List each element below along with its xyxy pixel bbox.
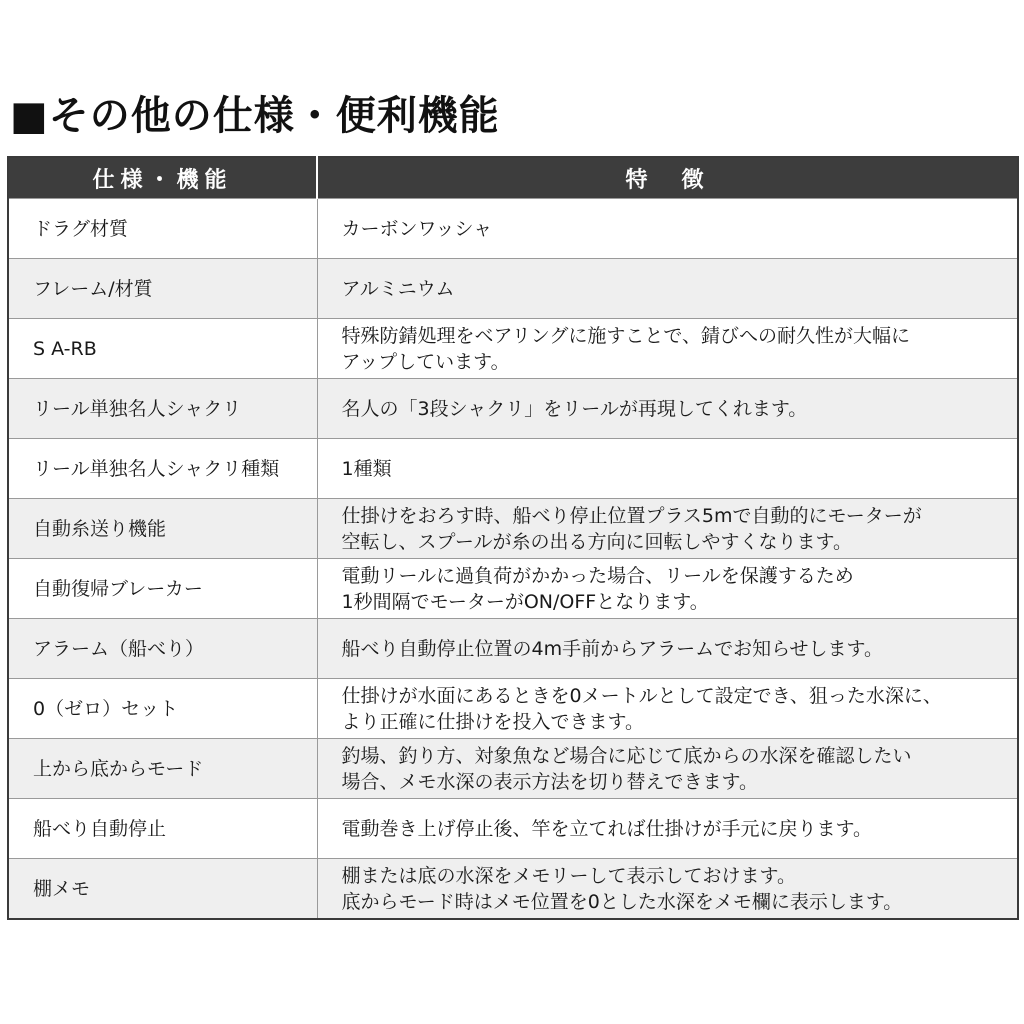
description-line: アルミニウム [341,277,455,300]
feature-cell: 船べり自動停止 [8,799,317,859]
description-line: カーボンワッシャ [341,217,493,240]
description-line: 底からモード時はメモ位置を0とした水深をメモ欄に表示します。 [341,890,903,913]
description-cell [317,379,1018,439]
feature-cell: ドラグ材質 [8,199,317,259]
table-header-row [8,157,1018,199]
description-cell [317,259,1018,319]
table-row [8,859,1018,920]
description-line: 釣場、釣り方、対象魚など場合に応じて底からの水深を確認したい [341,744,912,767]
description-line: 仕掛けをおろす時、船べり停止位置プラス5mで自動的にモーターが [341,504,922,527]
table-row [8,739,1018,799]
feature-cell: 自動糸送り機能 [8,499,317,559]
description-cell [317,319,1018,379]
feature-cell: 自動復帰ブレーカー [8,559,317,619]
feature-cell: 0（ゼロ）セット [8,679,317,739]
spec-table [7,156,1019,920]
page-title: ■その他の仕様・便利機能 [10,93,500,139]
header-description: 特 徴 [317,157,1018,199]
description-line: 場合、メモ水深の表示方法を切り替えできます。 [341,770,758,793]
description-line: 特殊防錆処理をベアリングに施すことで、錆びへの耐久性が大幅に [341,324,910,347]
feature-cell: リール単独名人シャクリ [8,379,317,439]
table-row [8,319,1018,379]
description-line: 1秒間隔でモーターがON/OFFとなります。 [341,590,709,613]
table-row [8,679,1018,739]
description-cell [317,199,1018,259]
description-line: 船べり自動停止位置の4m手前からアラームでお知らせします。 [341,637,884,660]
description-line: 1種類 [341,457,392,480]
table-row [8,379,1018,439]
description-cell [317,799,1018,859]
table-row [8,799,1018,859]
description-line: 電動リールに過負荷がかかった場合、リールを保護するため [341,564,854,587]
table-row [8,619,1018,679]
table-row [8,259,1018,319]
feature-cell: リール単独名人シャクリ種類 [8,439,317,499]
description-line: 空転し、スプールが糸の出る方向に回転しやすくなります。 [341,530,853,553]
feature-cell: 棚メモ [8,859,317,920]
description-line: より正確に仕掛けを投入できます。 [341,710,644,733]
feature-cell: フレーム/材質 [8,259,317,319]
header-feature: 仕様・機能 [8,157,317,199]
description-line: 電動巻き上げ停止後、竿を立てれば仕掛けが手元に戻ります。 [341,817,872,840]
description-line: アップしています。 [341,350,510,373]
table-row [8,199,1018,259]
description-line: 仕掛けが水面にあるときを0メートルとして設定でき、狙った水深に、 [341,684,942,707]
description-cell [317,559,1018,619]
description-cell [317,739,1018,799]
table-row [8,499,1018,559]
feature-cell: S A-RB [8,319,317,379]
table-row [8,559,1018,619]
feature-cell: アラーム（船べり） [8,619,317,679]
description-cell [317,439,1018,499]
description-cell [317,619,1018,679]
table-body [8,199,1018,920]
description-cell [317,499,1018,559]
description-line: 名人の「3段シャクリ」をリールが再現してくれます。 [341,397,808,420]
feature-cell: 上から底からモード [8,739,317,799]
description-cell [317,859,1018,920]
table-row [8,439,1018,499]
description-cell [317,679,1018,739]
description-line: 棚または底の水深をメモリーして表示しておけます。 [341,864,796,887]
